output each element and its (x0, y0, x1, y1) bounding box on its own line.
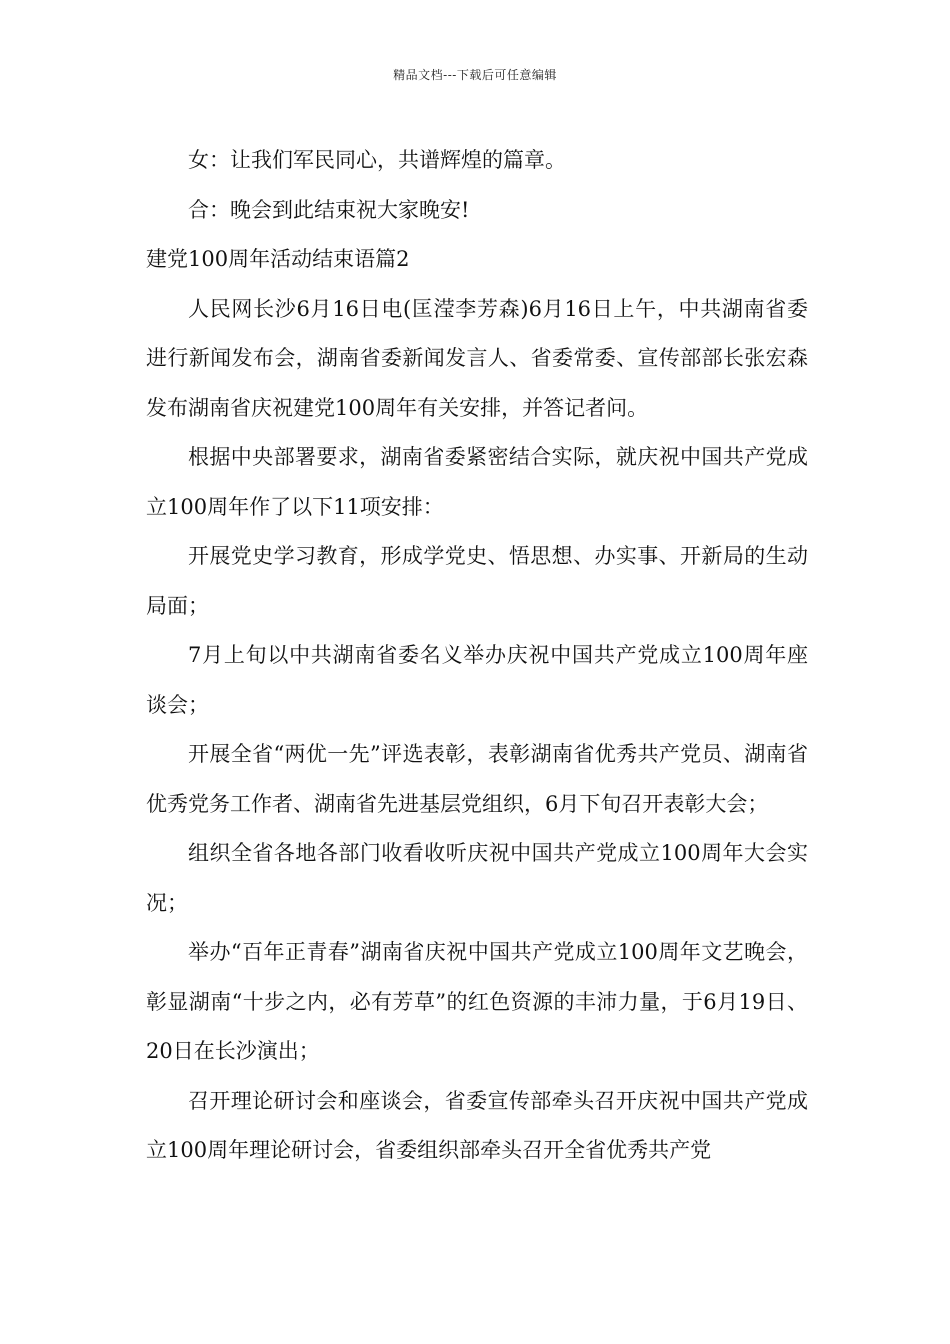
paragraph: 开展全省“两优一先”评选表彰，表彰湖南省优秀共产党员、湖南省优秀党务工作者、湖南省先进基层党组织，6月下旬召开表彰大会； (146, 742, 808, 816)
paragraph: 召开理论研讨会和座谈会，省委宣传部牵头召开庆祝中国共产党成立100周年理论研讨会，省委组织部牵头召开全省优秀共产党 (146, 1088, 808, 1162)
paragraph: 合：晚会到此结束祝大家晚安! (188, 197, 470, 222)
paragraph: 人民网长沙6月16日电(匡滢李芳森)6月16日上午，中共湖南省委进行新闻发布会，湖南省委新闻发言人、省委常委、宣传部部长张宏森发布湖南省庆祝建党100周年有关安排，并答记者问。 (146, 296, 808, 420)
paragraph: 女：让我们军民同心，共谱辉煌的篇章。 (188, 148, 566, 172)
paragraph: 开展党史学习教育，形成学党史、悟思想、办实事、开新局的生动局面； (146, 544, 808, 618)
paragraph: 举办“百年正青春”湖南省庆祝中国共产党成立100周年文艺晚会，彰显湖南“十步之内，必有芳草”的红色资源的丰沛力量，于6月19日、20日在长沙演出； (146, 940, 808, 1063)
paragraph: 根据中央部署要求，湖南省委紧密结合实际，就庆祝中国共产党成立100周年作了以下11项安排： (146, 445, 808, 519)
paragraph: 7月上旬以中共湖南省委名义举办庆祝中国共产党成立100周年座谈会； (146, 643, 808, 717)
page-header: 精品文档---下载后可任意编辑 (393, 68, 557, 82)
paragraph: 组织全省各地各部门收看收听庆祝中国共产党成立100周年大会实况； (146, 841, 808, 915)
section-heading: 建党100周年活动结束语篇2 (146, 247, 410, 271)
document-body (146, 136, 808, 1176)
